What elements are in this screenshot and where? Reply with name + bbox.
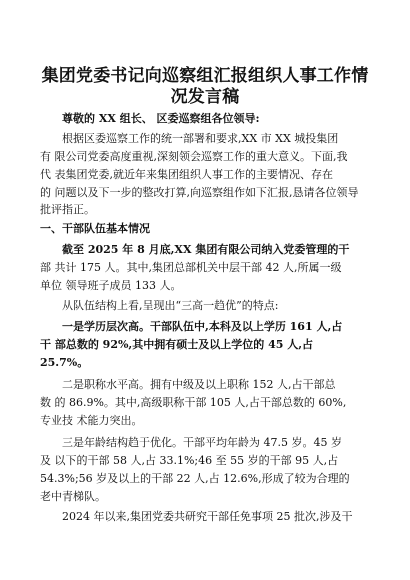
salutation: 尊敬的 XX 组长、 区委巡察组各位领导:: [62, 112, 260, 125]
intro-line-3: 代 表集团党委,就近年来集团组织人事工作的主要情况、存在: [40, 168, 333, 181]
point1-line-1: 一是学历层次高。干部队伍中,本科及以上学历 161 人,占: [62, 320, 343, 333]
intro-line-5: 批评指正。: [40, 203, 95, 216]
point3-line-3: 54.3%;56 岁及以上的干部 22 人,占 12.6%,形成了较为合理的: [40, 472, 350, 485]
point2-line-3: 专业技 术能力突出。: [40, 414, 143, 427]
para3: 2024 年以来,集团党委共研究干部任免事项 25 批次,涉及干: [62, 510, 353, 523]
para2: 从队伍结构上看,呈现出“三高一趋优”的特点:: [62, 299, 279, 312]
point2-line-1: 二是职称水平高。拥有中级及以上职称 152 人,占干部总: [62, 378, 336, 391]
intro-line-4: 的 问题以及下一步的整改打算,向巡察组作如下汇报,恳请各位领导: [40, 186, 359, 199]
para1-line-2: 部 共计 175 人。其中,集团总部机关中层干部 42 人,所属一级: [40, 261, 342, 274]
point3-line-1: 三是年龄结构趋于优化。干部平均年龄为 47.5 岁。45 岁: [62, 436, 342, 449]
point2-line-2: 数 的 86.9%。其中,高级职称干部 105 人,占干部总数的 60%,: [40, 396, 347, 409]
point1-line-2: 干 部总数的 92%,其中拥有硕士及以上学位的 45 人,占: [40, 338, 314, 351]
point3-line-2: 及 以下的干部 58 人,占 33.1%;46 至 55 岁的干部 95 人,占: [40, 454, 339, 467]
point1-line-3: 25.7%。: [40, 356, 89, 369]
point3-line-4: 老中青梯队。: [40, 490, 106, 503]
para1-line-3: 单位 领导班子成员 133 人。: [40, 279, 182, 292]
document-title: 集团党委书记向巡察组汇报组织人事工作情况发言稿: [41, 66, 369, 107]
para1-line-1: 截至 2025 年 8 月底,XX 集团有限公司纳入党委管理的干: [62, 243, 350, 256]
intro-line-1: 根据区委巡察工作的统一部署和要求,XX 市 XX 城投集团: [62, 132, 339, 145]
intro-line-2: 有 限公司党委高度重视,深刻领会巡察工作的重大意义。下面,我: [40, 150, 348, 163]
section-heading: 一、干部队伍基本情况: [40, 222, 150, 235]
